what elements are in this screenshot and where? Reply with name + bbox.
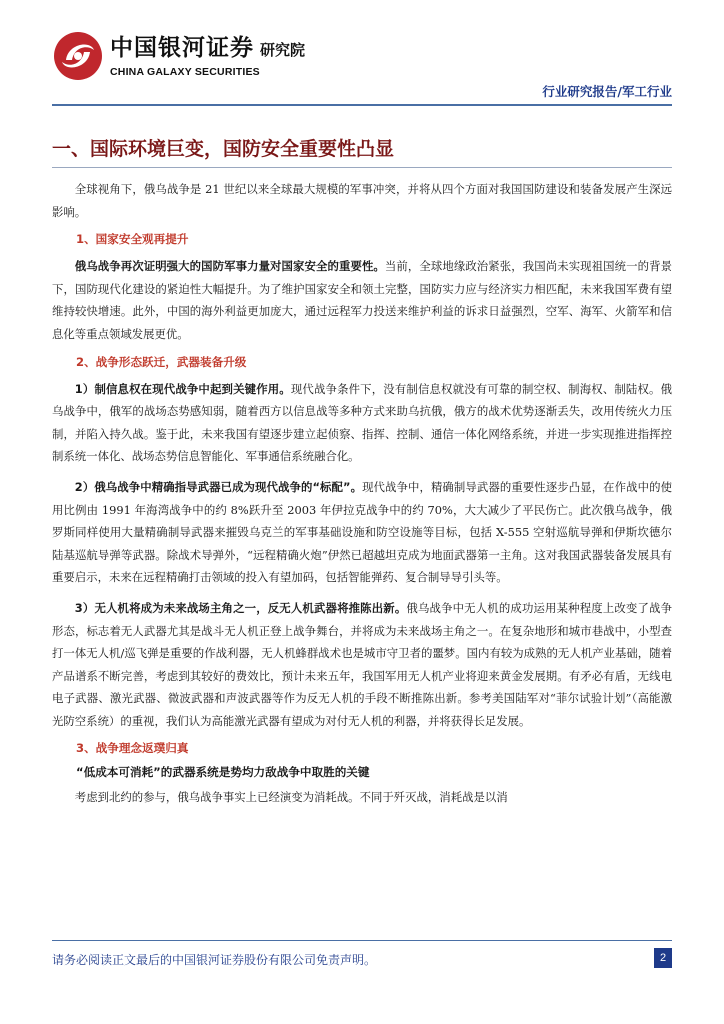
paragraph-body: 当前，全球地缘政治紧张，我国尚未实现祖国统一的背景下，国防现代化建设的紧迫性大幅提升。为了维护国家安全和领土完整，国防实力应与经济实力相匹配，未来我国军费有望维持较快增速。此外，中国的海外利益更加庞大，通过远程军力投送来维护利益的诉求日益强烈，空军、海军、火箭军和信息化等重点领域发展更优。 (52, 259, 672, 341)
intro-paragraph: 全球视角下，俄乌战争是 21 世纪以来全球最大规模的军事冲突，并将从四个方面对我国国防建设和装备发展产生深远影响。 (52, 182, 672, 219)
paragraph-body: 现代战争条件下，没有制信息权就没有可靠的制空权、制海权、制陆权。俄乌战争中，俄军的战场态势感知弱，随着西方以信息战等多种方式来助乌抗俄，俄方的战术优势逐渐丢失，改用传统火力压制，并陷入持久战。鉴于此，未来我国有望逐步建立起侦察、指挥、控制、通信一体化网络系统，并进一步实现推进指挥控制系统一体化、战场态势信息智能化、军事通信系统融合化。 (52, 381, 672, 464)
paragraph-precision-weapons (52, 476, 672, 589)
main-content (52, 122, 672, 809)
paragraph-lead: 1）制信息权在现代战争中起到关键作用。 (74, 381, 291, 396)
paragraph-information-control (52, 378, 672, 468)
galaxy-logo-icon (52, 30, 104, 82)
logo-english-name: CHINA GALAXY SECURITIES (110, 65, 260, 78)
paragraph-lead: 俄乌战争再次证明强大的国防军事力量对国家安全的重要性。 (74, 259, 385, 274)
company-logo (52, 30, 305, 82)
paragraph-body: 俄乌战争中无人机的成功运用某种程度上改变了战争形态，标志着无人武器尤其是战斗无人机正登上战争舞台，并将成为未来战场主角之一。在复杂地形和城市巷战中，小型查打一体无人机/巡飞弹是重要的作战利器，无人机蜂群战术也是城市守卫者的噩梦。国内有较为成熟的无人机产业基础，随着产品谱系不断完善，考虑到其较好的费效比，预计未来五年，我国军用无人机产业将迎来黄金发展期。有矛必有盾，无线电电子武器、激光武器、微波武器和声波武器等作为反无人机的手段不断推陈出新。参考美国陆军对“菲尔试验计划”（高能激光防空系统）的重视，我们认为高能激光武器有望成为对付无人机的利器，并将获得长足发展。 (52, 600, 672, 728)
paragraph-lead: 3）无人机将成为未来战场主角之一，反无人机武器将推陈出新。 (74, 600, 407, 615)
disclaimer-text: 请务必阅读正文最后的中国银河证券股份有限公司免责声明。 (52, 953, 377, 967)
subsection-heading-1: 1、国家安全观再提升 (76, 232, 189, 247)
logo-institute: 研究院 (260, 40, 306, 59)
report-type: 行业研究报告/军工行业 (542, 84, 672, 99)
paragraph-national-security (52, 255, 672, 345)
paragraph-body: 现代战争中，精确制导武器的重要性逐步凸显，在作战中的使用比例由 1991 年海湾战争中的约 8%跃升至 2003 年伊拉克战争中的约 70%，大大减少了平民伤亡。此次俄乌战争，俄罗斯同样使用大量精确制导武器来摧毁乌克兰的军事基础设施和防空设施等目标，包括 X-555 空射巡航导弹和伊斯坎德尔陆基巡航导弹等武器。除战术导弹外，“远程精确火炮”伊然已超越坦克成为地面武器第一主角。这对我国武器装备发展具有重要启示，未来在远程精确打击领域的投入有望加码，包括智能弹药、复合制导导引头等。 (52, 479, 672, 585)
logo-chinese-name: 中国银河证券 (110, 34, 254, 61)
section-title: 一、国际环境巨变，国防安全重要性凸显 (52, 134, 672, 168)
paragraph-lead: 2）俄乌战争中精确指导武器已成为现代战争的“标配”。 (74, 479, 363, 494)
header-divider (52, 104, 672, 106)
subsection-heading-3: 3、战争理念返璞归真 (76, 741, 189, 756)
paragraph-drones (52, 597, 672, 733)
page-footer (52, 940, 672, 967)
paragraph-attrition: 考虑到北约的参与，俄乌战争事实上已经演变为消耗战。不同于歼灭战，消耗战是以消 (74, 790, 508, 805)
bold-subheading: “低成本可消耗”的武器系统是势均力敌战争中取胜的关键 (76, 765, 370, 780)
subsection-heading-2: 2、战争形态跃迁，武器装备升级 (76, 354, 247, 369)
page-number: 2 (654, 948, 672, 968)
page-header (0, 0, 724, 110)
